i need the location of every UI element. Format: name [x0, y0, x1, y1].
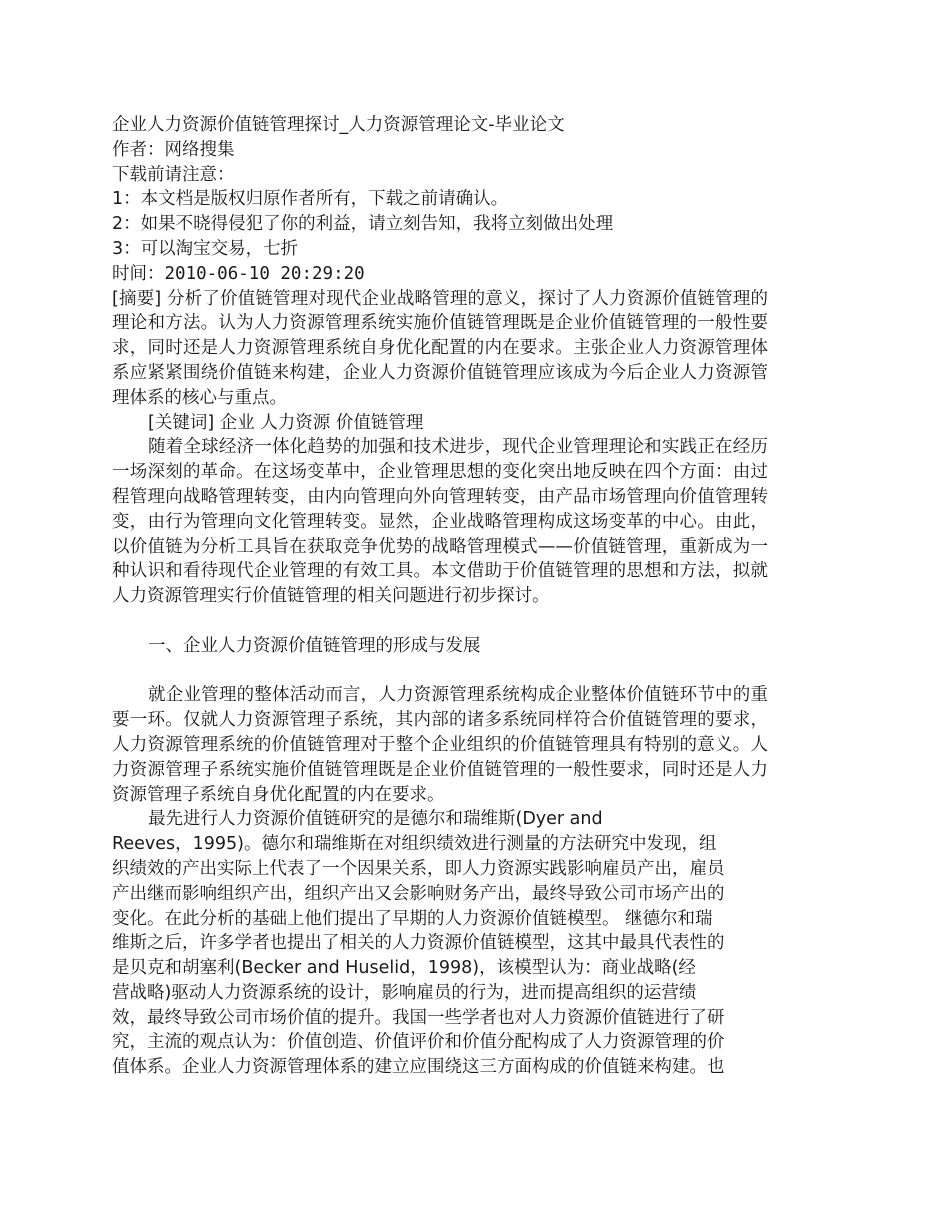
document-page — [112, 113, 768, 1080]
paragraph-line: 营战略)驱动人力资源系统的设计，影响雇员的行为，进而提高组织的运营绩 — [112, 982, 697, 1003]
abstract-paragraph: [摘要] 分析了价值链管理对现代企业战略管理的意义，探讨了人力资源价值链管理的理论和方法。认为人力资源管理系统实施价值链管理既是企业价值链管理的一般性要求，同时还是人力资源管理系统自身优化配置的内在要求。主张企业人力资源管理体系应紧紧围绕价值链来构建，企业人力资源价值链管理应该成为今后企业人力资源管理体系的核心与重点。 — [112, 288, 768, 408]
paragraph-line: Reeves，1995)。德尔和瑞维斯在对组织绩效进行测量的方法研究中发现，组 — [112, 834, 717, 855]
notice-heading: 下载前请注意： — [112, 164, 235, 185]
spacer — [112, 659, 768, 684]
paragraph-line: 织绩效的产出实际上代表了一个因果关系，即人力资源实践影响雇员产出，雇员 — [112, 858, 725, 879]
section-heading: 一、企业人力资源价值链管理的形成与发展 — [148, 635, 481, 656]
document-title: 企业人力资源价值链管理探讨_人力资源管理论文-毕业论文 — [112, 115, 565, 135]
paragraph-line: 是贝克和胡塞利(Becker and Huselid，1998)，该模型认为：商业战略(经 — [112, 958, 696, 979]
paragraph-line: 值体系。企业人力资源管理体系的建立应围绕这三方面构成的价值链来构建。也 — [112, 1057, 725, 1078]
notice-item: 1：本文档是版权归原作者所有，下载之前请确认。 — [112, 189, 509, 210]
paragraph-line: 最先进行人力资源价值链研究的是德尔和瑞维斯(Dyer and — [148, 809, 603, 830]
intro-paragraph: 随着全球经济一体化趋势的加强和技术进步，现代企业管理理论和实践正在经历一场深刻的革命。在这场变革中，企业管理思想的变化突出地反映在四个方面：由过程管理向战略管理转变，由内向管理向外向管理转变，由产品市场管理向价值管理转变，由行为管理向文化管理转变。显然，企业战略管理构成这场变革的中心。由此，以价值链为分析工具旨在获取竞争优势的战略管理模式——价值链管理，重新成为一种认识和看待现代企业管理的有效工具。本文借助于价值链管理的思想和方法，拟就人力资源管理实行价值链管理的相关问题进行初步探讨。 — [112, 437, 768, 607]
time-value: 2010-06-10 20:29:20 — [164, 263, 365, 284]
body-paragraph: 就企业管理的整体活动而言，人力资源管理系统构成企业整体价值链环节中的重要一环。仅就人力资源管理子系统，其内部的诸多系统同样符合价值链管理的要求，人力资源管理系统的价值链管理对于整个企业组织的价值链管理具有特别的意义。人力资源管理子系统实施价值链管理既是企业价值链管理的一般性要求，同时还是人力资源管理子系统自身优化配置的内在要求。 — [112, 685, 768, 805]
keywords-line: [关键词] 企业 人力资源 价值链管理 — [148, 412, 424, 433]
paragraph-line: 变化。在此分析的基础上他们提出了早期的人力资源价值链模型。 继德尔和瑞 — [112, 908, 713, 929]
time-line — [112, 262, 768, 287]
paragraph-line: 究，主流的观点认为：价值创造、价值评价和价值分配构成了人力资源管理的价 — [112, 1032, 725, 1053]
spacer — [112, 609, 768, 634]
notice-item: 3：可以淘宝交易，七折 — [112, 238, 299, 259]
notice-item: 2：如果不晓得侵犯了你的利益，请立刻告知，我将立刻做出处理 — [112, 214, 614, 235]
author-line: 作者：网络搜集 — [112, 139, 235, 160]
paragraph-line: 产出继而影响组织产出，组织产出又会影响财务产出，最终导致公司市场产出的 — [112, 883, 725, 904]
time-label: 时间： — [112, 263, 165, 284]
paragraph-line: 维斯之后，许多学者也提出了相关的人力资源价值链模型，这其中最具代表性的 — [112, 933, 725, 954]
paragraph-line: 效，最终导致公司市场价值的提升。我国一些学者也对人力资源价值链进行了研 — [112, 1007, 725, 1028]
body-paragraph-2 — [112, 807, 768, 1080]
